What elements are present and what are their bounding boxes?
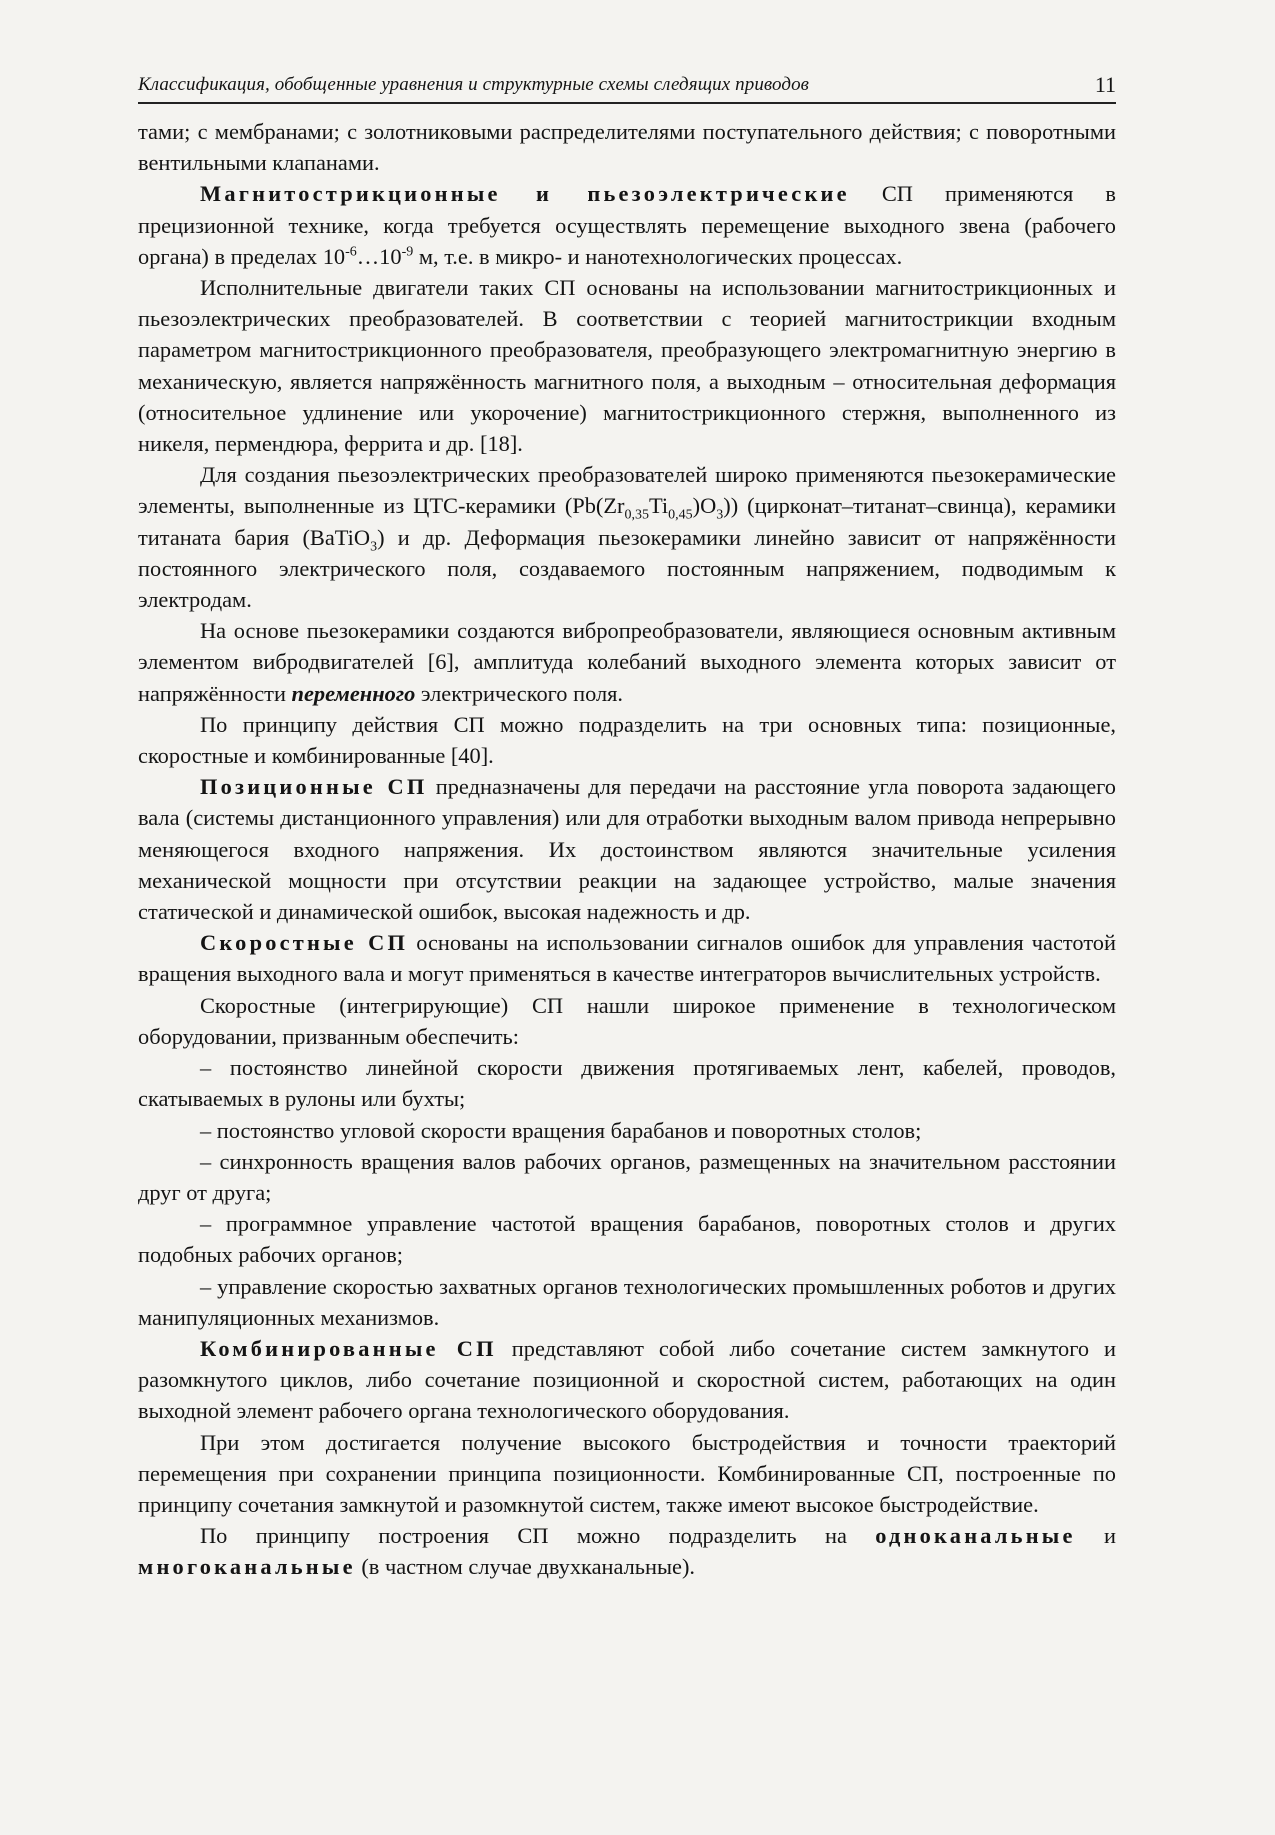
paragraph [138,615,1116,709]
paragraph-text: Ti [649,493,669,519]
paragraph-text: и [1075,1523,1116,1549]
emphasis: переменного [291,680,416,706]
paragraph-text: электрического поля. [415,680,624,706]
paragraph-text: Скоростные (интегрирующие) СП нашли широкое применение в технологическом оборудовании, призванным обеспечить: [138,992,1116,1049]
paragraph-text: м, т.е. в микро- и нанотехнологических процессах. [413,243,903,269]
term: Комбинированные СП [200,1335,497,1361]
paragraph-text: тами; с мембранами; с золотниковыми распределителями поступательного действия; с поворотными вентильными клапанами. [138,119,1116,176]
paragraph [138,459,1116,615]
paragraph-text: СП применяются в прецизионной технике, когда требуется осуществлять перемещение выходного звена (рабочего органа) в пределах 10 [138,181,1116,269]
list-item-text: – программное управление частотой вращения барабанов, поворотных столов и других подобных рабочих органов; [138,1211,1116,1268]
running-title: Классификация, обобщенные уравнения и структурные схемы следящих приводов [138,74,810,95]
term: Магнитострикционные и пьезоэлектрические [200,181,850,207]
paragraph [138,771,1116,927]
list-item [138,1271,1116,1333]
paragraph-text: ) и др. Деформация пьезокерамики линейно зависит от напряжённости постоянного электрического поля, создаваемого постоянным напряжением, подводимым к электродам. [138,524,1116,613]
page-header [138,68,1116,104]
paragraph [138,1333,1116,1427]
paragraph-text: …10 [356,243,402,269]
list-item [138,1115,1116,1146]
paragraph-text: На основе пьезокерамики создаются вибропреобразователи, являющиеся основным активным элементом вибродвигателей [6], амплитуда колебаний выходного элемента которых зависит от напряжённости [138,618,1116,706]
list-item [138,1052,1116,1114]
paragraph [138,709,1116,771]
term: одноканальные [875,1523,1076,1549]
paragraph [138,178,1116,272]
paragraph-text: предназначены для передачи на расстояние угла поворота задающего вала (системы дистанционного управления) или для отработки выходным валом привода непрерывно меняющегося входного напряжения. Их достоинством являются значительные усиления механической мощности при отсутствии реакции на задающее устройство, малые значения статической и динамической ошибок, высокая надежность и др. [138,774,1116,925]
paragraph-text: )) (цирконат–титанат–свинца), керамики титаната бария (BaTiO [138,493,1116,550]
paragraph [138,272,1116,459]
paragraph [138,990,1116,1052]
paragraph-text: (в частном случае двухканальные). [355,1554,696,1580]
page-body [138,116,1116,1583]
paragraph-text: Для создания пьезоэлектрических преобразователей широко применяются пьезокерамические элементы, выполненные из ЦТС-керамики (Pb(Zr [138,462,1116,519]
subscript: 3 [370,539,378,555]
term: Позиционные СП [200,774,428,800]
paragraph-text: При этом достигается получение высокого быстродействия и точности траекторий перемещения при сохранении принципа позиционности. Комбинированные СП, построенные по принципу сочетания замкнутой и разомкнутой систем, также имеют высокое быстродействие. [138,1429,1116,1517]
paragraph-text: По принципу построения СП можно подразделить на [200,1523,876,1549]
paragraph-text: основаны на использовании сигналов ошибок для управления частотой вращения выходного вала и могут применяться в качестве интеграторов вычислительных устройств. [138,930,1116,987]
paragraph-text: Исполнительные двигатели таких СП основаны на использовании магнитострикционных и пьезоэлектрических преобразователей. В соответствии с теорией магнитострикции входным параметром магнитострикционного преобразователя, преобразующего электромагнитную энергию в механическую, является напряжённость магнитного поля, а выходным – относительная деформация (относительное удлинение или укорочение) магнитострикционного стержня, выполненного из никеля, пермендюра, феррита и др. [18]. [138,275,1116,457]
paragraph [138,116,1116,178]
list-item [138,1208,1116,1270]
paragraph [138,927,1116,989]
paragraph-text: представляют собой либо сочетание систем замкнутого и разомкнутого циклов, либо сочетание позиционной и скоростной систем, работающих на один выходной элемент рабочего органа технологического оборудования. [138,1335,1116,1424]
list-item-text: – постоянство угловой скорости вращения барабанов и поворотных столов; [200,1117,922,1143]
paragraph-text: )O [692,493,717,519]
list-item-text: – синхронность вращения валов рабочих органов, размещенных на значительном расстоянии друг от друга; [138,1148,1116,1205]
list-item-text: – постоянство линейной скорости движения протягиваемых лент, кабелей, проводов, скатываемых в рулоны или бухты; [138,1055,1116,1112]
subscript: 3 [716,507,724,523]
paragraph-text: По принципу действия СП можно подразделить на три основных типа: позиционные, скоростные и комбинированные [40]. [138,711,1116,769]
exponent: -9 [401,244,414,260]
page-number: 11 [1094,72,1116,97]
subscript: 0,35 [624,507,650,523]
subscript: 0,45 [668,507,693,523]
paragraph [138,1427,1116,1521]
term: Скоростные СП [200,930,409,956]
paragraph [138,1520,1116,1582]
term: многоканальные [138,1554,356,1580]
list-item-text: – управление скоростью захватных органов технологических промышленных роботов и других манипуляционных механизмов. [138,1273,1116,1330]
list-item [138,1146,1116,1208]
exponent: -6 [345,244,357,260]
